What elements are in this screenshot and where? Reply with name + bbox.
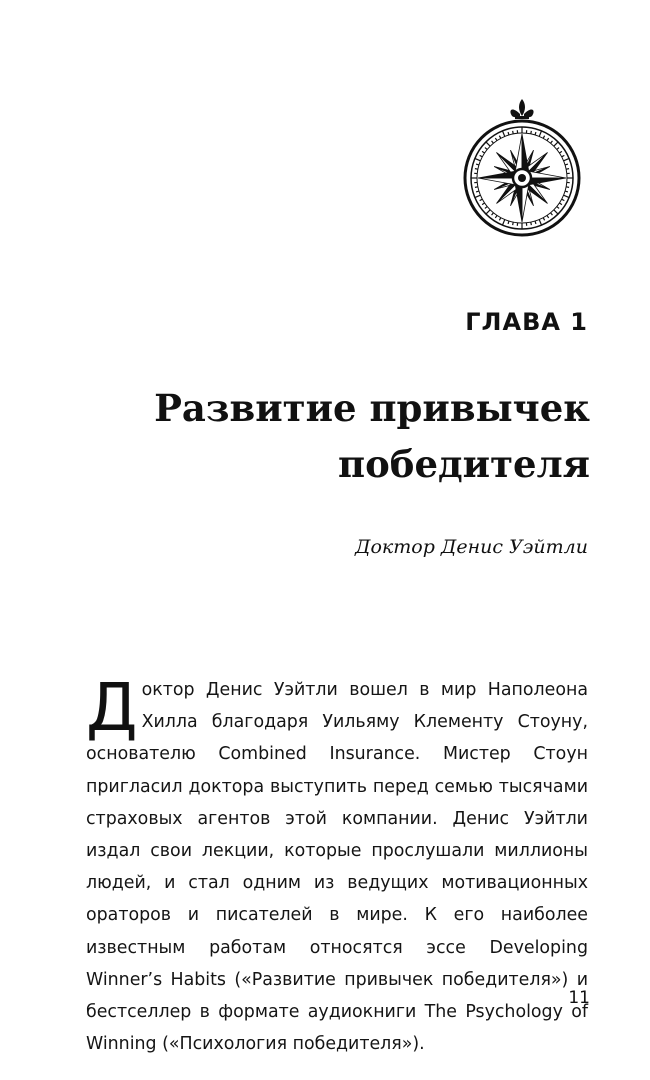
chapter-title: [130, 380, 590, 492]
body-paragraph: [86, 669, 588, 1060]
paragraph-text: октор Денис Уэйтли вошел в мир Наполеона Хилла благодаря Уильяму Клементу Стоуну, основателю Combined Insurance. Мистер Стоун пригласил доктора выступить перед семью тысячами страховых агентов этой компании. Денис Уэйтли издал свои лекции, которые прослушали миллионы людей, и стал одним из ведущих мотивационных ораторов и писателей в мире. К его наиболее известным работам относятся эссе Developing Winner’s Habits («Развитие привычек победителя») и бестселлер в формате аудиокниги The Psychology of Winning («Психология победителя»).: [86, 680, 588, 1055]
chapter-title-line-1: Развитие привычек: [154, 386, 590, 430]
chapter-author: Доктор Денис Уэйтли: [355, 536, 588, 558]
chapter-label: ГЛАВА 1: [465, 308, 588, 336]
drop-cap: Д: [86, 669, 138, 746]
chapter-title-line-2: победителя: [338, 442, 590, 486]
compass-rose-icon: [452, 96, 592, 248]
page-number: 11: [568, 988, 590, 1008]
